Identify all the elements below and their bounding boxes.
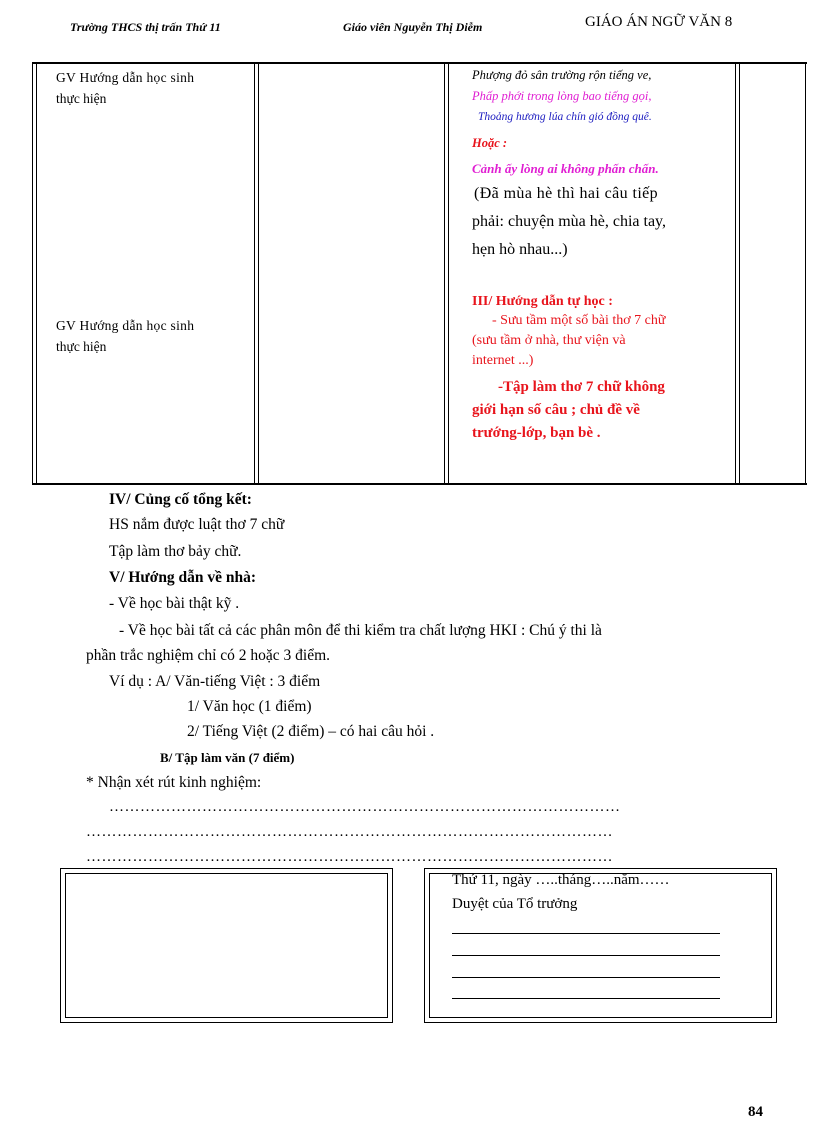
poem-alternative: Cảnh ấy lòng ai không phấn chấn. bbox=[472, 161, 659, 176]
signature-line bbox=[452, 933, 720, 934]
signature-line bbox=[452, 955, 720, 956]
header-school: Trường THCS thị trấn Thứ 11 bbox=[70, 20, 221, 34]
table-border bbox=[448, 62, 449, 485]
table-border bbox=[444, 62, 445, 485]
poem-note: (Đã mùa hè thì hai câu tiếp phải: chuyện mùa hè, chia tay, hẹn hò nhau...) bbox=[472, 185, 666, 258]
review-dots-2: ………………………………………………………………………………………… bbox=[86, 824, 613, 840]
approval-label: Duyệt của Tổ trưởng bbox=[452, 896, 578, 912]
signature-line bbox=[452, 977, 720, 978]
teacher-activity-2: GV Hướng dẫn học sinh thực hiện bbox=[56, 318, 195, 354]
table-top-border bbox=[32, 62, 807, 64]
approval-box-inner bbox=[429, 873, 772, 1018]
or-label: Hoặc : bbox=[472, 136, 508, 150]
header-title: GIÁO ÁN NGỮ VĂN 8 bbox=[585, 14, 733, 30]
table-border bbox=[36, 62, 37, 485]
teacher-activity-1: GV Hướng dẫn học sinh thực hiện bbox=[56, 70, 195, 106]
table-border bbox=[805, 62, 806, 485]
homework-sub-1: 1/ Văn học (1 điểm) bbox=[187, 698, 312, 715]
homework-line-1: - Về học bài thật kỹ . bbox=[109, 595, 240, 612]
table-border bbox=[254, 62, 255, 485]
table-bottom-border bbox=[32, 483, 807, 485]
homework-sub-2: 2/ Tiếng Việt (2 điểm) – có hai câu hỏi . bbox=[187, 723, 435, 740]
homework-example: Ví dụ : A/ Văn-tiếng Việt : 3 điểm bbox=[109, 673, 321, 690]
review-dots-3: ………………………………………………………………………………………… bbox=[86, 849, 613, 865]
table-border bbox=[32, 62, 33, 485]
table-border bbox=[258, 62, 259, 485]
review-dots-1: ……………………………………………………………………………………… bbox=[109, 799, 621, 815]
table-border bbox=[739, 62, 740, 485]
poem-example: Phượng đỏ sân trường rộn tiếng ve, Phấp phới trong lòng bao tiếng gọi, Thoảng hương lúa chín gió đồng quê. bbox=[472, 68, 652, 123]
summary-line-2: Tập làm thơ bảy chữ. bbox=[109, 543, 242, 560]
homework-line-2b: phần trắc nghiệm chỉ có 2 hoặc 3 điểm. bbox=[86, 647, 331, 664]
selfstudy-heading: III/ Hướng dẫn tự học : bbox=[472, 294, 613, 309]
homework-sub-3: B/ Tập làm văn (7 điểm) bbox=[160, 750, 295, 765]
stamp-box-inner bbox=[65, 873, 388, 1018]
summary-line-1: HS nắm được luật thơ 7 chữ bbox=[109, 516, 285, 533]
review-heading: * Nhận xét rút kinh nghiệm: bbox=[86, 774, 262, 791]
homework-line-2a: - Về học bài tất cả các phân môn để thi kiểm tra chất lượng HKI : Chú ý thi là bbox=[119, 622, 602, 639]
selfstudy-collect: - Sưu tầm một số bài thơ 7 chữ (sưu tầm ở nhà, thư viện và internet ...) bbox=[472, 313, 666, 368]
header-teacher: Giáo viên Nguyễn Thị Diễm bbox=[343, 20, 483, 34]
table-border bbox=[735, 62, 736, 485]
homework-heading: V/ Hướng dẫn về nhà: bbox=[109, 569, 257, 586]
lesson-table bbox=[32, 62, 807, 485]
summary-heading: IV/ Củng cố tổng kết: bbox=[109, 491, 252, 508]
selfstudy-practice: -Tập làm thơ 7 chữ không giới hạn số câu ; chủ đề về trướng-lớp, bạn bè . bbox=[472, 379, 665, 441]
page-number: 84 bbox=[748, 1104, 763, 1120]
stamp-box bbox=[60, 868, 393, 1023]
approval-date: Thứ 11, ngày …..tháng…..năm…… bbox=[452, 872, 670, 888]
approval-box bbox=[424, 868, 777, 1023]
signature-line bbox=[452, 998, 720, 999]
